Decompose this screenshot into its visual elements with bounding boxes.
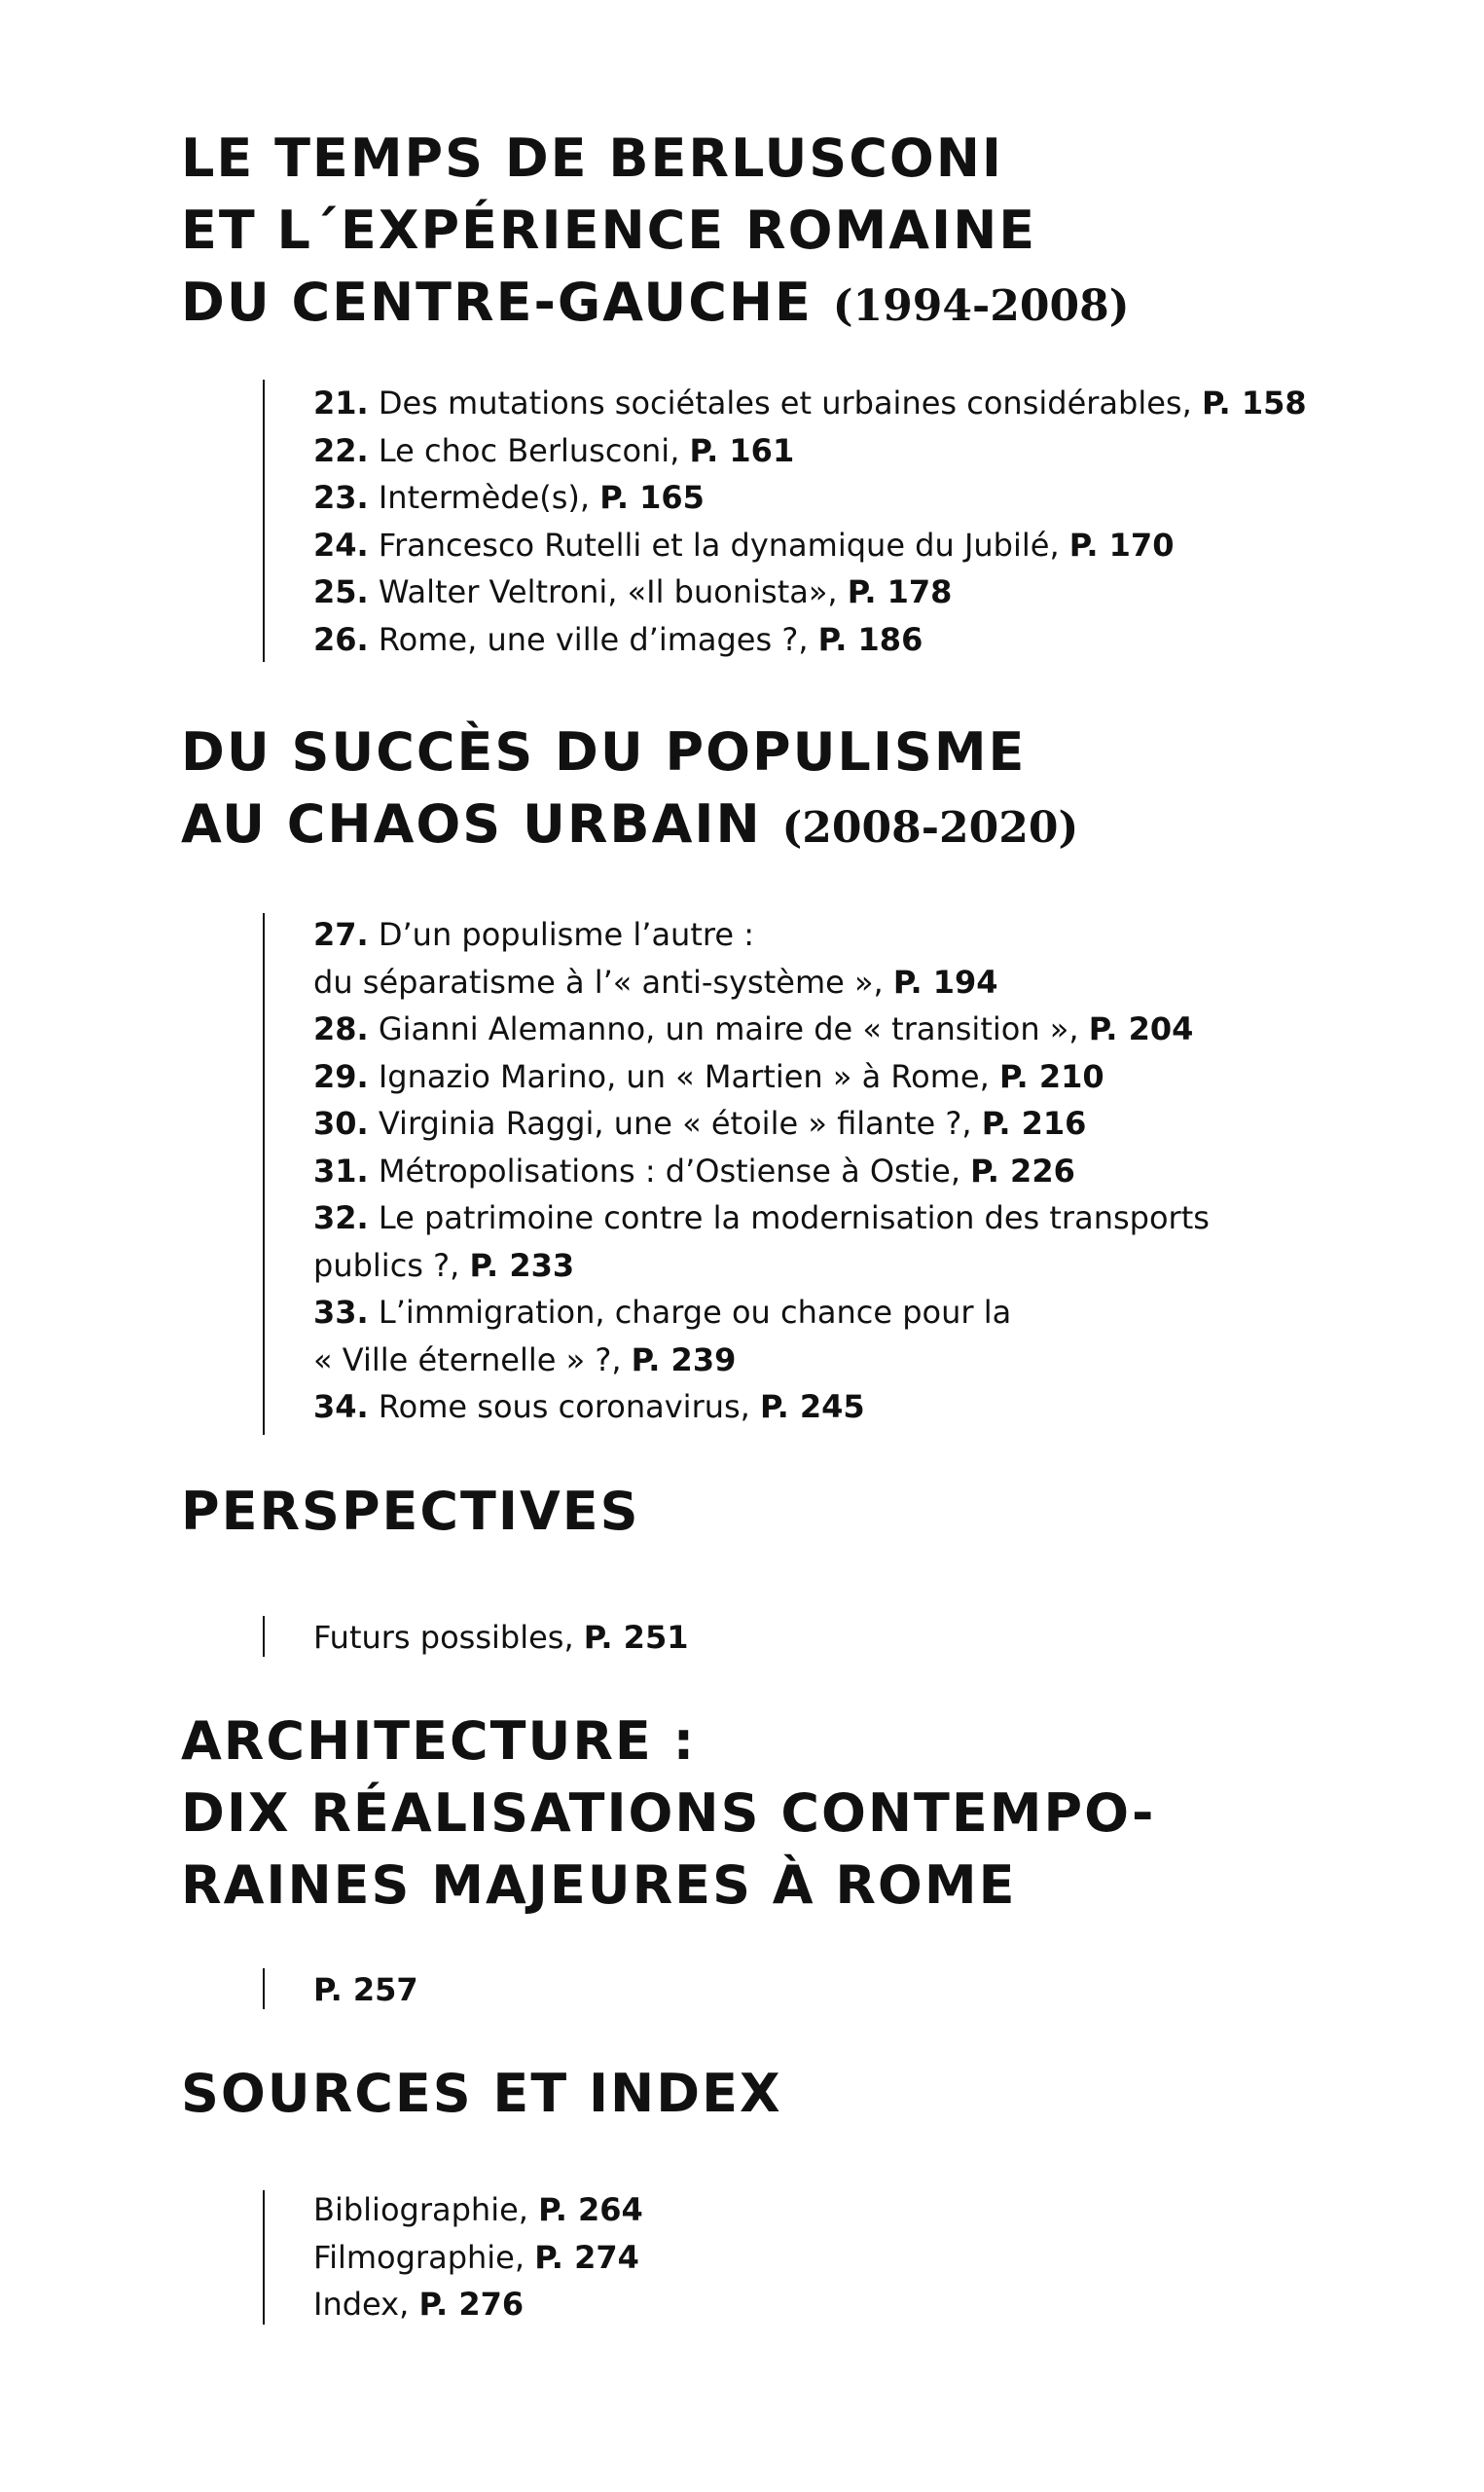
- entry-number: 23.: [313, 479, 369, 516]
- heading-dates: (1994-2008): [832, 281, 1130, 331]
- toc-entry[interactable]: [313, 1100, 1210, 1148]
- toc-entry[interactable]: [313, 380, 1307, 427]
- entry-title: Le choc Berlusconi,: [368, 431, 690, 469]
- entry-page: P. 233: [469, 1246, 575, 1284]
- entry-title: Le patrimoine contre la modernisation des transports: [368, 1199, 1210, 1236]
- heading-line: DU SUCCÈS DU POPULISME: [181, 721, 1027, 783]
- entry-number: 21.: [313, 385, 369, 421]
- toc-entry[interactable]: [313, 1614, 688, 1662]
- entry-page: P. 239: [631, 1340, 737, 1378]
- toc-list: [313, 1966, 418, 2014]
- toc-entry[interactable]: [313, 2281, 643, 2328]
- toc-entry[interactable]: [313, 2186, 643, 2234]
- entry-title: « Ville éternelle » ?,: [313, 1340, 632, 1378]
- entry-title: Métropolisations : d’Ostiense à Ostie,: [368, 1152, 971, 1190]
- toc-entry[interactable]: [313, 1966, 418, 2014]
- section-heading: [181, 716, 1078, 864]
- entry-page: P. 178: [847, 573, 953, 610]
- section-heading: [181, 123, 1130, 343]
- heading-line: [181, 267, 1130, 343]
- entry-page: P. 158: [1201, 385, 1307, 421]
- toc-entry[interactable]: [313, 2234, 643, 2282]
- toc-list: [313, 2186, 643, 2328]
- entry-number: 22.: [313, 431, 369, 469]
- toc-entry[interactable]: [313, 1148, 1210, 1195]
- entry-page: P. 161: [689, 431, 795, 469]
- heading-line-text: DU CENTRE-GAUCHE: [181, 272, 813, 333]
- entry-title: publics ?,: [313, 1246, 470, 1284]
- entry-number: 29.: [313, 1057, 369, 1095]
- entry-page: P. 251: [583, 1619, 689, 1656]
- section-rule: [263, 380, 265, 662]
- toc-entry[interactable]: [313, 1337, 1210, 1384]
- section-heading: [181, 2058, 782, 2130]
- entry-number: 33.: [313, 1294, 369, 1331]
- entry-page: P. 216: [981, 1105, 1087, 1142]
- entry-page: P. 165: [599, 479, 705, 516]
- entry-number: 27.: [313, 916, 369, 953]
- entry-title: Gianni Alemanno, un maire de « transition »,: [368, 1010, 1089, 1047]
- entry-title: Des mutations sociétales et urbaines considérables,: [368, 385, 1202, 421]
- entry-page: P. 186: [817, 620, 923, 658]
- toc-entry[interactable]: [313, 522, 1307, 569]
- heading-line: SOURCES ET INDEX: [181, 2063, 782, 2124]
- entry-number: 34.: [313, 1388, 369, 1425]
- section-rule: [263, 1968, 265, 2009]
- entry-title: Virginia Raggi, une « étoile » filante ?,: [368, 1105, 982, 1142]
- entry-page: P. 170: [1068, 526, 1175, 564]
- section-rule: [263, 1616, 265, 1657]
- entry-title: Futurs possibles,: [313, 1619, 584, 1656]
- entry-page: P. 274: [534, 2238, 639, 2276]
- section-rule: [263, 2190, 265, 2325]
- heading-line: LE TEMPS DE BERLUSCONI: [181, 128, 1004, 189]
- heading-line: ARCHITECTURE :: [181, 1710, 697, 1772]
- entry-page: P. 257: [313, 1971, 418, 2008]
- entry-page: P. 210: [998, 1057, 1104, 1095]
- entry-title: Walter Veltroni, «Il buonista»,: [368, 573, 848, 610]
- heading-line: ET L´EXPÉRIENCE ROMAINE: [181, 200, 1037, 261]
- heading-dates: (2008-2020): [781, 803, 1079, 853]
- entry-page: P. 245: [760, 1388, 865, 1425]
- entry-number: 24.: [313, 526, 369, 564]
- entry-title: Ignazio Marino, un « Martien » à Rome,: [368, 1057, 999, 1095]
- section-rule: [263, 913, 265, 1435]
- heading-line-text: AU CHAOS URBAIN: [181, 793, 762, 855]
- toc-entry[interactable]: [313, 959, 1210, 1007]
- toc-entry[interactable]: [313, 427, 1307, 475]
- entry-page: P. 194: [892, 963, 998, 1001]
- section-heading: [181, 1705, 1155, 1922]
- entry-title: Intermède(s),: [368, 479, 600, 516]
- entry-number: 30.: [313, 1105, 369, 1142]
- entry-number: 25.: [313, 573, 369, 610]
- toc-entry[interactable]: [313, 1383, 1210, 1431]
- entry-page: P. 204: [1088, 1010, 1194, 1047]
- heading-line: RAINES MAJEURES À ROME: [181, 1854, 1017, 1916]
- entry-page: P. 226: [970, 1152, 1075, 1190]
- toc-entry[interactable]: [313, 1289, 1210, 1337]
- entry-title: du séparatisme à l’« anti-système »,: [313, 963, 893, 1001]
- heading-line: PERSPECTIVES: [181, 1481, 640, 1542]
- entry-number: 28.: [313, 1010, 369, 1047]
- entry-title: Francesco Rutelli et la dynamique du Jubilé,: [368, 526, 1069, 564]
- heading-line: DIX RÉALISATIONS CONTEMPO-: [181, 1782, 1156, 1844]
- toc-entry[interactable]: [313, 1242, 1210, 1290]
- entry-number: 31.: [313, 1152, 369, 1190]
- entry-page: P. 276: [418, 2286, 525, 2323]
- heading-line: [181, 788, 1078, 864]
- toc-entry[interactable]: [313, 474, 1307, 522]
- entry-title: L’immigration, charge ou chance pour la: [368, 1294, 1012, 1331]
- section-heading: [181, 1476, 640, 1548]
- toc-entry[interactable]: [313, 616, 1307, 664]
- entry-title: Index,: [313, 2286, 419, 2323]
- entry-title: Filmographie,: [313, 2238, 535, 2276]
- toc-entry[interactable]: [313, 911, 1210, 959]
- entry-title: Rome, une ville d’images ?,: [368, 620, 818, 658]
- toc-list: [313, 911, 1210, 1431]
- entry-number: 26.: [313, 620, 369, 658]
- toc-entry[interactable]: [313, 1194, 1210, 1242]
- entry-title: D’un populisme l’autre :: [368, 916, 754, 953]
- toc-entry[interactable]: [313, 1053, 1210, 1101]
- toc-entry[interactable]: [313, 1006, 1210, 1053]
- entry-title: Rome sous coronavirus,: [368, 1388, 761, 1425]
- toc-entry[interactable]: [313, 568, 1307, 616]
- entry-title: Bibliographie,: [313, 2191, 539, 2228]
- toc-list: [313, 380, 1307, 663]
- entry-number: 32.: [313, 1199, 369, 1236]
- entry-page: P. 264: [538, 2191, 643, 2228]
- toc-list: [313, 1614, 688, 1662]
